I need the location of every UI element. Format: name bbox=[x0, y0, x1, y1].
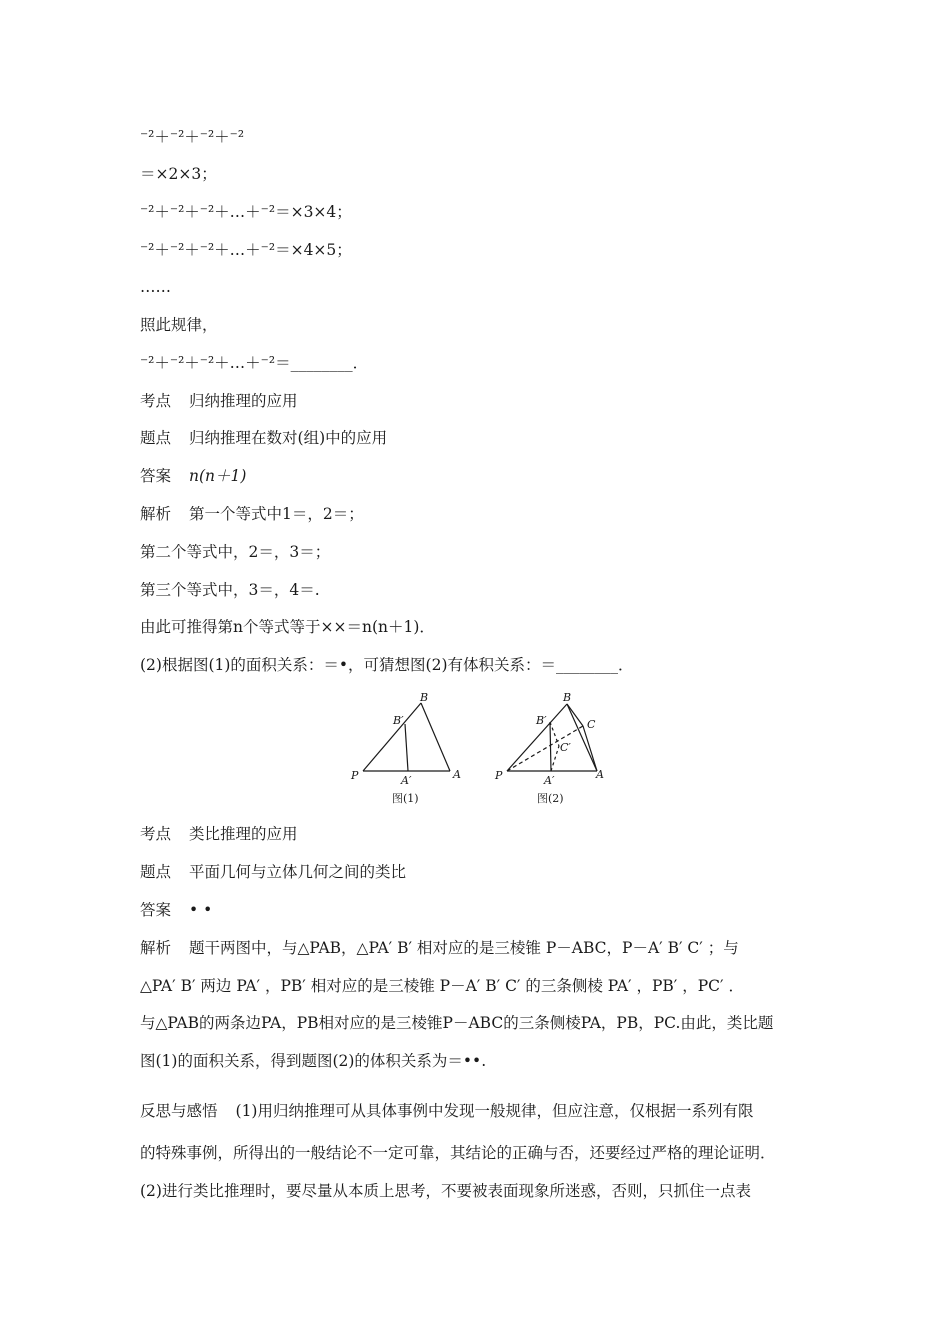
fig2-label-B1: B′ bbox=[536, 714, 547, 727]
q2-answer-label: 答案 bbox=[140, 901, 172, 919]
q1-jiexi-label: 解析 bbox=[140, 505, 172, 523]
q1-jiexi-3: 第三个等式中，3＝，4＝. bbox=[140, 581, 320, 599]
fig2-label-C1: C′ bbox=[560, 741, 571, 754]
figure-1-triangle bbox=[363, 703, 450, 771]
geometry-figures bbox=[345, 690, 615, 808]
equation-line-4: ⁻²＋⁻²＋⁻²＋…＋⁻²＝×4×5； bbox=[140, 241, 352, 259]
q1-answer bbox=[140, 466, 246, 486]
fig1-label-B1: B′ bbox=[393, 714, 404, 727]
q2-jiexi-3: 与△PAB的两条边PA，PB相对应的是三棱锥P－ABC的三条侧棱PA，PB，PC.由此，类比题 bbox=[140, 1014, 774, 1032]
q2-jiexi-4: 图(1)的面积关系，得到题图(2)的体积关系为＝••. bbox=[140, 1052, 487, 1070]
q2-answer-text: • • bbox=[189, 901, 213, 919]
reflection-line-3: (2)进行类比推理时，要尽量从本质上思考，不要被表面现象所迷惑，否则，只抓住一点表 bbox=[140, 1182, 751, 1200]
q1-answer-label: 答案 bbox=[140, 467, 172, 485]
fig2-label-A: A bbox=[596, 768, 604, 781]
figure-2-pyramid bbox=[507, 704, 597, 771]
fig2-edge-PC bbox=[507, 726, 583, 771]
equation-line-2: ＝×2×3； bbox=[140, 165, 217, 183]
q2-tidian-label: 题点 bbox=[140, 863, 172, 881]
fig2-edge-A1B1 bbox=[550, 722, 551, 771]
q2-answer bbox=[140, 900, 212, 920]
q2-kaodian-label: 考点 bbox=[140, 825, 172, 843]
fig1-edge-AB bbox=[421, 703, 450, 771]
q2-tidian bbox=[140, 862, 406, 882]
equation-line-3: ⁻²＋⁻²＋⁻²＋…＋⁻²＝×3×4； bbox=[140, 203, 352, 221]
fig1-edge-PB bbox=[363, 703, 421, 771]
q1-jiexi bbox=[140, 504, 364, 524]
q2-tidian-text: 平面几何与立体几何之间的类比 bbox=[189, 863, 407, 881]
fig1-edge-A1B1 bbox=[405, 724, 408, 771]
q1-kaodian-label: 考点 bbox=[140, 392, 172, 410]
q2-kaodian bbox=[140, 824, 298, 844]
figures bbox=[345, 690, 615, 808]
fig2-caption: 图(2) bbox=[537, 792, 564, 805]
q1-jiexi-4: 由此可推得第n个等式等于××＝n(n＋1)． bbox=[140, 618, 435, 636]
q2-jiexi-2: △PA′ B′ 两边 PA′ ，PB′ 相对应的是三棱锥 P－A′ B′ C′ 的三条侧棱 PA′ ，PB′ ，PC′ ． bbox=[140, 977, 744, 995]
q2-jiexi bbox=[140, 938, 812, 958]
fig2-edge-AB bbox=[567, 704, 597, 771]
reflection-1 bbox=[140, 1101, 812, 1121]
reflection-line-2: 的特殊事例，所得出的一般结论不一定可靠，其结论的正确与否，还要经过严格的理论证明． bbox=[140, 1144, 776, 1162]
equation-blank-line: ⁻²＋⁻²＋⁻²＋…＋⁻²＝________． bbox=[140, 354, 369, 372]
fig2-edge-A1C1 bbox=[551, 746, 559, 771]
q1-kaodian bbox=[140, 391, 298, 411]
fig1-caption: 图(1) bbox=[392, 792, 419, 805]
ellipsis-line: …… bbox=[140, 278, 171, 296]
q1-jiexi-2: 第二个等式中，2＝，3＝； bbox=[140, 543, 331, 561]
equation-line-1: ⁻²＋⁻²＋⁻²＋⁻² bbox=[140, 128, 245, 146]
rule-intro: 照此规律， bbox=[140, 316, 218, 334]
fig1-label-A1: A′ bbox=[401, 774, 412, 787]
fig2-edge-CA bbox=[583, 726, 597, 771]
fig2-label-P: P bbox=[495, 769, 503, 782]
q2-question: (2)根据图(1)的面积关系：＝•，可猜想图(2)有体积关系：＝________． bbox=[140, 656, 634, 674]
reflection-label: 反思与感悟 bbox=[140, 1102, 218, 1120]
q1-kaodian-text: 归纳推理的应用 bbox=[189, 392, 298, 410]
fig2-label-A1: A′ bbox=[544, 774, 555, 787]
fig2-edge-B1C1 bbox=[550, 722, 559, 746]
q2-jiexi-label: 解析 bbox=[140, 939, 172, 957]
q1-tidian-text: 归纳推理在数对(组)中的应用 bbox=[189, 429, 388, 447]
fig1-label-P: P bbox=[351, 769, 359, 782]
fig1-label-A: A bbox=[453, 768, 461, 781]
fig2-label-C: C bbox=[587, 718, 596, 731]
q1-tidian-label: 题点 bbox=[140, 429, 172, 447]
q1-tidian bbox=[140, 428, 387, 448]
reflection-line-1: (1)用归纳推理可从具体事例中发现一般规律，但应注意，仅根据一系列有限 bbox=[235, 1102, 754, 1120]
fig1-label-B: B bbox=[420, 691, 429, 704]
q1-jiexi-1: 第一个等式中1＝，2＝； bbox=[189, 505, 364, 523]
q1-answer-text: n(n＋1) bbox=[189, 467, 247, 485]
q2-jiexi-1: 题干两图中，与△PAB，△PA′ B′ 相对应的是三棱锥 P－ABC，P－A′ B′ C′ ；与 bbox=[189, 939, 739, 957]
q2-kaodian-text: 类比推理的应用 bbox=[189, 825, 298, 843]
fig2-label-B: B bbox=[563, 691, 572, 704]
